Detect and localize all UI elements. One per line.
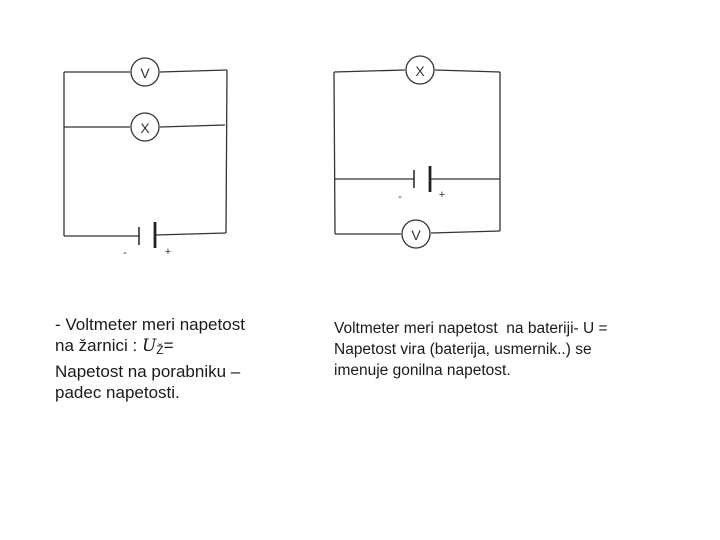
left-battery-plus: + bbox=[164, 246, 172, 258]
right-voltmeter-label: V bbox=[411, 227, 421, 243]
right-lamp-label: X bbox=[415, 63, 425, 79]
right-bottom-wire-right bbox=[431, 231, 500, 233]
left-top-wire-right bbox=[160, 70, 227, 72]
right-voltmeter bbox=[402, 220, 430, 248]
left-caption-line-2-suffix: = bbox=[163, 336, 174, 355]
right-lamp bbox=[406, 56, 434, 84]
left-right-side-wire bbox=[226, 70, 227, 233]
left-lamp-label: X bbox=[140, 120, 150, 136]
voltage-subscript: Ž bbox=[156, 343, 164, 357]
right-top-wire-right bbox=[435, 70, 500, 72]
right-top-wire-left bbox=[334, 70, 405, 72]
right-circuit bbox=[334, 70, 500, 234]
left-bottom-wire-right bbox=[155, 233, 226, 235]
left-voltmeter bbox=[131, 58, 159, 86]
right-battery-minus: - bbox=[398, 191, 402, 203]
left-mid-wire-right bbox=[160, 125, 225, 127]
left-caption-line-3: Napetost na porabniku – bbox=[55, 362, 241, 381]
right-caption bbox=[334, 318, 664, 381]
right-caption-line-3: imenuje gonilna napetost. bbox=[334, 362, 511, 379]
voltage-symbol: U bbox=[141, 336, 157, 356]
right-battery bbox=[414, 166, 430, 192]
left-caption-line-4: padec napetosti. bbox=[55, 383, 180, 402]
left-lamp bbox=[131, 113, 159, 141]
left-voltmeter-label: V bbox=[140, 65, 150, 81]
left-battery-minus: - bbox=[123, 247, 127, 259]
left-circuit bbox=[64, 70, 227, 236]
right-left-side-wire bbox=[334, 72, 335, 234]
right-battery-plus: + bbox=[438, 189, 446, 201]
left-battery bbox=[139, 222, 155, 248]
right-caption-line-2: Napetost vira (baterija, usmernik..) se bbox=[334, 341, 592, 358]
left-caption-line-2-prefix: na žarnici : bbox=[55, 336, 142, 355]
left-caption-line-2 bbox=[55, 335, 285, 361]
left-caption-line-1: - Voltmeter meri napetost bbox=[55, 315, 245, 334]
right-caption-line-1: Voltmeter meri napetost na bateriji- U = bbox=[334, 320, 608, 337]
left-caption bbox=[55, 314, 285, 403]
